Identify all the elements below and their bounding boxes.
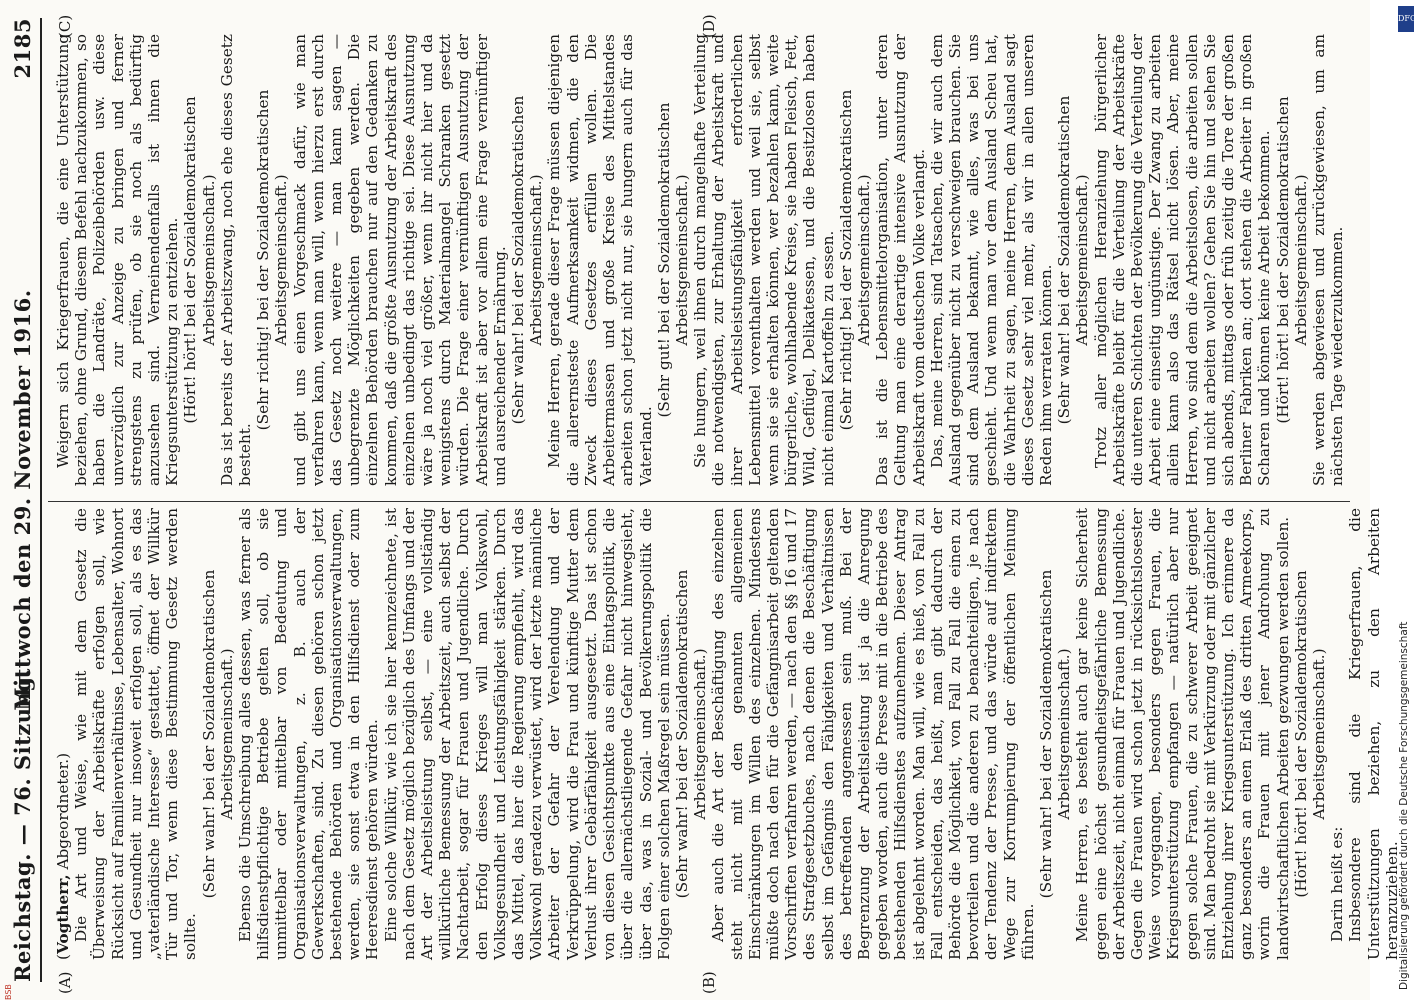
quote-paragraph: Weigern sich Kriegerfrauen, die eine Unterstützung beziehen, ohne Grund, diesem Befehl nachzukommen, so haben die Landräte, Polizeibehörden usw. diese unverzüglich zur Anzeige zu bringen und ferner strengstens zu prüfen, ob sie noch als bedürftig anzusehen sind. Verneinendenfalls ist ihnen die Kriegsunterstützung zu entziehen.	[54, 34, 182, 486]
paragraph: Ebenso die Umschreibung alles dessen, was ferner als hilfsdienstpflichtige Betriebe gelten soll, ob sie unmittelbar oder mittelbar von Bedeutung und Organisationsverwaltungen, z. B. auch der Gewerkschaften, sind. Zu diesen gehören schon jetzt bestehende Behörden und Organisationsverwaltungen, werden, sie sonst etwa in den Hilfsdienst oder zum Heeresdienst gehören würden.	[236, 508, 382, 960]
quote-paragraph: Insbesondere sind die Kriegerfrauen, die Unterstützungen beziehen, zu den Arbeiten heranzuziehen.	[1346, 508, 1401, 960]
speaker-line: (Vogtherr, Abgeordneter.)	[54, 752, 72, 960]
left-column	[54, 508, 1401, 960]
interjection: (Sehr gut! bei der Sozialdemokratischen Arbeitsgemeinschaft.)	[654, 102, 691, 418]
header-date: Mittwoch den 29. November 1916.	[10, 289, 35, 711]
running-header	[6, 18, 40, 982]
speaker-role: Abgeordneter.)	[54, 752, 72, 870]
column-divider	[48, 501, 1350, 502]
dfg-logo: DFG	[1398, 6, 1414, 32]
paragraph: Meine Herren, gerade dieser Frage müssen diejenigen die allerernsteste Aufmerksamkeit widmen, die den Zweck dieses Gesetzes erfüllen wollen. Die Arbeitermassen und große Kreise des Mittelstandes arbeiten schon jetzt nicht nur, sie hungern auch für das Vaterland.	[545, 34, 655, 486]
paragraph: Trotz aller möglichen Heranziehung bürgerlicher Arbeitskräfte bleibt für die Verteilung der Arbeitskräfte die unteren Schichten der Bevölkerung die Verteilung der Arbeit eine einseitig ungünstige. Der Zwang zu arbeiten allein kann also das Rätsel nicht lösen. Aber, meine Herren, wo sind dem die Arbeitslosen, die arbeiten sollen und nicht arbeiten wollen? Gehen Sie hin und sehen Sie sich abends, mittags oder früh zeitig die Tore der großen Berliner Fabriken an; dort stehen die Arbeiter in großen Scharen und können keine Arbeit bekommen.	[1091, 34, 1274, 486]
paragraph: Aber auch die Art der Beschäftigung des einzelnen steht nicht mit den genannten allgemeinen Einschränkungen im Willen des einzelnen. Mindestens müßte doch nach den für die Gefängnisarbeit geltenden Vorschriften verfahren werden, — nach den §§ 16 und 17 des Strafgesetzbuches, nach denen die Beschäftigung selbst im Gefängnis den Fähigkeiten und Verhältnissen des betreffenden angemessen sein muß. Bei der Begrenzung der Arbeitsleistung ist ja die Anregung gegeben worden, auch die Presse mit in die Betriebe des bestehenden Hilfsdienstes aufzunehmen. Dieser Antrag ist abgelehnt worden. Man will, wie es hieß, von Fall zu Fall entscheiden, das heißt, man gibt dadurch der Behörde die Möglichkeit, von Fall zu Fall die einen zu bevorteilen und die anderen zu benachteiligen, je nach der Tendenz der Presse, und das würde auf indirektem Wege zur Korrumpierung der öffentlichen Meinung führen.	[709, 508, 1037, 960]
interjection: (Hört! hört! bei der Sozialdemokratischen Arbeitsgemeinschaft.)	[181, 96, 218, 424]
right-column	[54, 34, 1352, 486]
header-left: Reichstag. — 76. Sitzung.	[10, 668, 35, 982]
paragraph: Das, meine Herren, sind Tatsachen, die wir auch dem Ausland gegenüber nicht zu verschweigen brauchen. Sie sind dem Ausland bekannt, wie alles, was bei uns geschieht. Und wenn man vor dem Ausland Scheu hat, die Wahrheit zu sagen, meine Herren, dem Ausland sagt dieses Gesetz sehr viel mehr, als wir in allen unseren Reden ihm verraten können.	[927, 34, 1055, 486]
paragraph: Sie werden abgewiesen und zurückgewiesen, um am nächsten Tage wiederzukommen.	[1310, 34, 1347, 486]
interjection: (Sehr richtig! bei der Sozialdemokratischen Arbeitsgemeinschaft.)	[836, 89, 873, 431]
marker-a: (A)	[56, 971, 74, 994]
digitization-note: Digitalisierung gefördert durch die Deutsche Forschungsgemeinschaft	[1398, 621, 1410, 990]
marker-b: (B)	[700, 971, 718, 994]
library-mark: BSB	[4, 984, 13, 1000]
header-rule	[40, 18, 42, 982]
marker-c: (C)	[56, 14, 74, 38]
interjection: (Hört! hört! bei der Sozialdemokratischen Arbeitsgemeinschaft.)	[1273, 96, 1310, 424]
interjection: (Sehr richtig! bei der Sozialdemokratischen Arbeitsgemeinschaft.)	[254, 89, 291, 431]
interjection: (Sehr wahr! bei der Sozialdemokratischen Arbeitsgemeinschaft.)	[509, 95, 546, 425]
page-number: 2185	[10, 18, 35, 79]
speaker-name: Vogtherr,	[54, 874, 72, 955]
paragraph: Das ist bereits der Arbeitszwang, noch ehe dieses Gesetz besteht.	[217, 34, 255, 486]
paragraph: Eine solche Willkür, wie ich sie hier kennzeichnete, ist nach dem Gesetz möglich bezüglich des Umfangs und der Art der Arbeitsleistung selbst, — eine vollständig willkürliche Bemessung der Arbeitszeit, auch selbst der Nachtarbeit, sogar für Frauen und Jugendliche. Durch den Erfolg dieses Krieges will man Volkswohl, Volksgesundheit und Leistungsfähigkeit stärken. Durch das Mittel, das hier die Regierung empfiehlt, wird das Volkswohl geradezu verwüstet, wird der letzte männliche Arbeiter der Gefahr der Verelendung und der Verkrüppelung, wird die Frau und künftige Mutter dem Verlust ihrer Gebärfähigkeit ausgesetzt. Das ist schon von diesen Gesichtspunkte aus eine Eintagspolitik, die über die allernächstliegende Gefahr nicht hinwegsieht, über das, was in Sozial- und Bevölkerungspolitik die Folgen einer solchen Maßregel sein müssen.	[381, 508, 673, 960]
interjection: (Sehr wahr! bei der Sozialdemokratischen Arbeitsgemeinschaft.)	[199, 569, 236, 899]
paragraph: und gibt uns einen Vorgeschmack dafür, wie man verfahren kann, wenn man will, wenn hierzu erst durch das Gesetz noch weitere — man kann sagen — unbegrenzte Möglichkeiten gegeben werden. Die einzelnen Behörden brauchen nur auf den Gedanken zu kommen, daß die größte Ausnutzung der Arbeitskraft des einzelnen unbedingt das richtige sei. Diese Ausnutzung wäre ja noch viel größer, wenn ihr nicht hier und da wenigstens durch Materialmangel Schranken gesetzt würden. Die Frage einer vernünftigen Ausnutzung der Arbeitskraft ist aber vor allem eine Frage vernünftiger und ausreichender Ernährung.	[290, 34, 509, 486]
marker-d: (D)	[700, 14, 718, 38]
interjection: (Sehr wahr! bei der Sozialdemokratischen Arbeitsgemeinschaft.)	[1036, 569, 1074, 899]
paragraph: Das ist die Lebensmittelorganisation, unter deren Geltung man eine derartige intensive Ausnutzung der Arbeitskraft vom deutschen Volke verlangt.	[873, 34, 928, 486]
paragraph: Meine Herren, es besteht auch gar keine Sicherheit gegen eine höchst gesundheitsgefährliche Bemessung der Arbeitszeit, nicht einmal für Frauen und Jugendliche. Gegen die Frauen wird schon jetzt in rücksichtslosester Weise vorgegangen, besonders gegen Frauen, die Kriegsunterstützung empfangen — natürlich aber nur gegen solche Frauen, die zu schwerer Arbeit geeignet sind. Man bedroht sie mit Verkürzung oder mit gänzlicher Entziehung ihrer Kriegsunterstützung. Ich erinnere da ganz besonders an einen Erlaß des dritten Armeekorps, worin die Frauen mit jener Androhung zu landwirtschaftlichen Arbeiten gezwungen werden sollen.	[1073, 508, 1292, 960]
paragraph: Sie hungern, weil ihnen durch mangelhafte Verteilung die notwendigsten, zur Erhaltung der Arbeitskraft und ihrer Arbeitsleistungsfähigkeit erforderlichen Lebensmittel vorenthalten werden und weil sie, selbst wenn sie sie erhalten können, wer bezahlen kann, weite bürgerliche, wohlhabende Kreise, sie haben Fleisch, Fett, Wild, Geflügel, Delikatessen, und die Besitzlosen haben nicht einmal Kartoffeln zu essen.	[691, 34, 837, 486]
interjection: (Sehr wahr! bei der Sozialdemokratischen Arbeitsgemeinschaft.)	[672, 569, 710, 899]
paragraph: Darin heißt es:	[1328, 826, 1347, 942]
interjection: (Hört! hört! bei der Sozialdemokratischen Arbeitsgemeinschaft.)	[1291, 570, 1329, 898]
interjection: (Sehr wahr! bei der Sozialdemokratischen Arbeitsgemeinschaft.)	[1055, 95, 1092, 425]
paragraph: Die Art und Weise, wie mit dem Gesetz die Überweisung der Arbeitskräfte erfolgen soll, wie Rücksicht auf Familienverhältnisse, Lebensalter, Wohnort und Gesundheit nur insoweit erfolgen soll, als es das „vaterländische Interesse“ gestattet, öffnet der Willkür Tür und Tor, wenn diese Bestimmung Gesetz werden sollte.	[72, 508, 200, 960]
